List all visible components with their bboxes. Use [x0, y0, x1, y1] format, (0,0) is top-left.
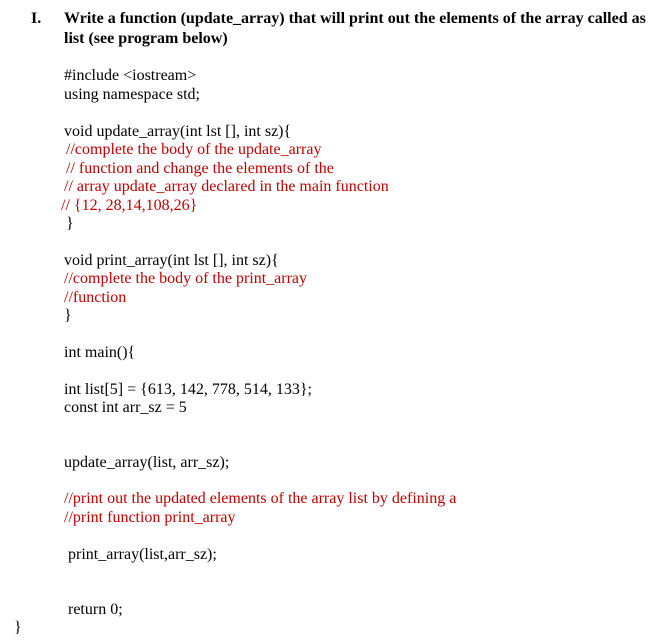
code-main-comment-1: //print out the updated elements of the array list by defining a: [64, 490, 457, 507]
code-main-comment-2: //print function print_array: [64, 509, 236, 526]
code-print-close: }: [64, 307, 72, 324]
question-text: Write a function (update_array) that will print out the elements of the array called as list (see program below): [64, 10, 646, 47]
code-update-comment-3: // array update_array declared in the main function: [64, 178, 389, 195]
code-main-close: }: [14, 619, 22, 636]
code-update-signature: void update_array(int lst [], int sz){: [64, 123, 292, 140]
code-update-comment-1: //complete the body of the update_array: [66, 141, 322, 158]
code-list-declaration: int list[5] = {613, 142, 778, 514, 133};: [64, 381, 312, 398]
code-print-comment-2: //function: [64, 289, 127, 306]
code-namespace: using namespace std;: [64, 86, 200, 103]
code-update-close: }: [66, 215, 74, 232]
code-return-statement: return 0;: [68, 601, 123, 618]
code-print-call: print_array(list,arr_sz);: [68, 546, 217, 563]
code-print-signature: void print_array(int lst [], int sz){: [64, 252, 279, 269]
code-size-declaration: const int arr_sz = 5: [64, 399, 187, 416]
code-include: #include <iostream>: [64, 67, 197, 84]
question-numeral: I.: [31, 10, 42, 27]
code-update-call: update_array(list, arr_sz);: [64, 454, 230, 471]
code-update-comment-4: // {12, 28,14,108,26}: [61, 197, 198, 214]
code-update-comment-2: // function and change the elements of the: [66, 160, 334, 177]
code-print-comment-1: //complete the body of the print_array: [64, 270, 308, 287]
code-main-signature: int main(){: [64, 344, 136, 361]
